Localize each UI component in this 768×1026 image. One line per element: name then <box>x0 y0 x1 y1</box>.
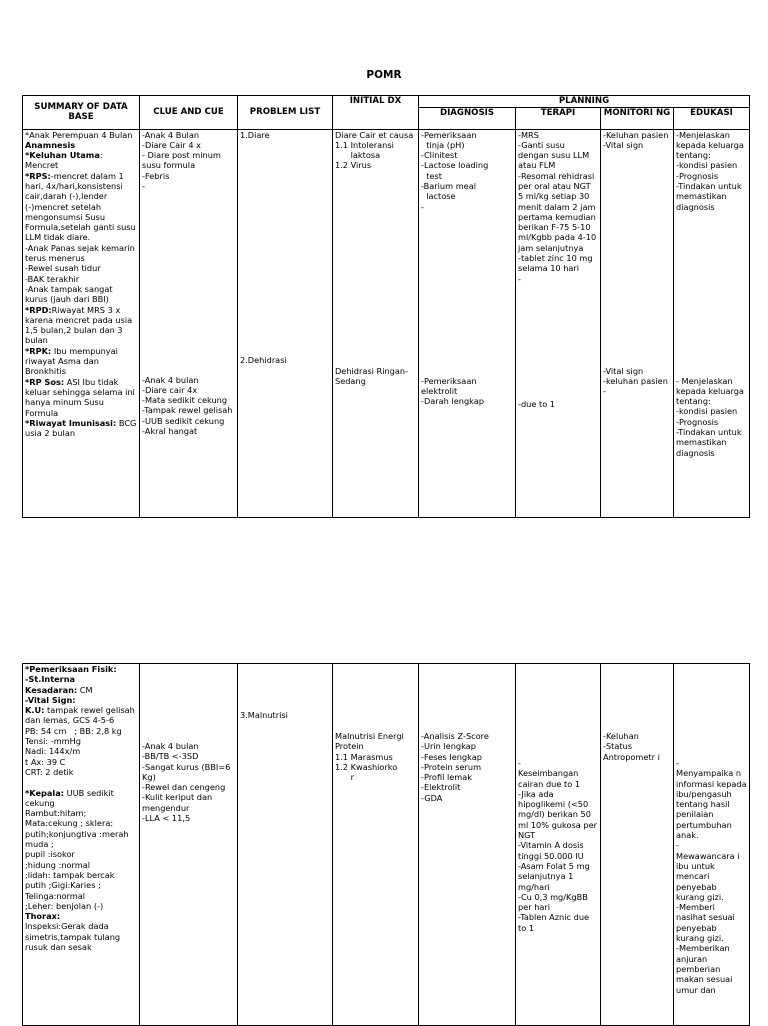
header-terapi: TERAPI <box>516 107 601 129</box>
summary-line <box>25 284 137 305</box>
edukasi-dehidrasi: - Menjelaskan kepada keluarga tentang: -kondisi pasien -Prognosis -Tindakan untuk memastikan diagnosis <box>676 375 744 458</box>
header-initial-dx: INITIAL DX <box>333 96 419 130</box>
summary-heading: K.U: <box>25 705 45 716</box>
summary-line <box>25 171 137 243</box>
edukasi-malnutrisi: - Menyampaika n informasi kepada ibu/pengasuh tentang hasil penilaian pertumbuhan anak. - Mewawancara i ibu untuk mencari penyebab kurang gizi. -Memberi nasihat sesuai penyebab kurang gizi. -Memberikan anjuran pemberian makan sesuai umur dan <box>676 758 747 995</box>
monitor-malnutrisi: -Keluhan -Status Antropometr i <box>603 731 660 762</box>
summary-heading: *Riwayat Imunisasi: <box>25 417 117 428</box>
summary-text: tampak rewel gelisah dan lemas, GCS 4-5-6 PB: 54 cm ; BB: 2,8 kg Tensi: -mmHg Nadi: 144x/m t Ax: 39 C CRT: 2 detik <box>25 705 135 777</box>
summary-heading: *RPS: <box>25 170 51 181</box>
edukasi-diare: -Menjelaskan kepada keluarga tentang: -kondisi pasien -Prognosis -Tindakan untuk memastikan diagnosis <box>676 129 744 212</box>
diag-diare: -Pemeriksaan tinja (pH) -Clinitest -Lactose loading test -Barium meal lactose - <box>421 129 489 212</box>
header-summary: SUMMARY OF DATA BASE <box>23 96 140 130</box>
initial-dx-cell <box>333 664 419 1026</box>
summary-text: BCG usia 2 bulan <box>25 417 139 439</box>
summary-line <box>25 777 137 787</box>
summary-line <box>25 788 137 912</box>
summary-line <box>25 921 137 952</box>
summary-text: UUB sedikit cekung Rambut:hitam; Mata:cekung ; sklera: putih;konjungtiva :merah muda ; pupil :isokor ;hidung :normal ;lidah: tampak bercak putih ;Gigi:Karies ; Telinga:normal ;Leher: benjolan (-) <box>25 787 129 911</box>
summary-heading: *Pemeriksaan Fisik: <box>25 664 117 674</box>
summary-line <box>25 695 137 705</box>
clue-dehidrasi: -Anak 4 bulan -Diare cair 4x -Mata sedikit cekung -Tampak rewel gelisah -UUB sedikit cekung -Akral hangat <box>142 374 233 436</box>
summary-text: -Rewel susah tidur <box>25 263 101 274</box>
dx-diare: Diare Cair et causa 1.1 Intoleransi laktosa 1.2 Virus <box>335 129 414 171</box>
summary-line <box>25 674 137 684</box>
terapi-cell <box>516 664 601 1026</box>
header-planning: PLANNING <box>419 96 750 108</box>
clue-malnutrisi: -Anak 4 bulan -BB/TB <-3SD -Sangat kurus (BBI=6 Kg) -Rewel dan cengeng -Kulit keriput dan mengendur -LLA < 11,5 <box>142 741 231 824</box>
summary-text: Inspeksi:Gerak dada simetris,tampak tulang rusuk dan sesak <box>25 921 123 953</box>
summary-cell <box>23 664 140 1026</box>
summary-text: ASI Ibu tidak keluar sehingga selama ini hanya minum Susu Formula <box>25 376 138 418</box>
monitoring-cell <box>601 664 674 1026</box>
summary-line <box>25 130 137 140</box>
diag-dehidrasi: -Pemeriksaan elektrolit -Darah lengkap <box>421 375 484 407</box>
summary-text: *Anak Perempuan 4 Bulan <box>25 129 133 140</box>
summary-line <box>25 705 137 777</box>
edukasi-cell <box>674 129 750 517</box>
monitoring-cell <box>601 129 674 517</box>
summary-text: -Anak tampak sangat kurus (jauh dari BBI) <box>25 283 116 305</box>
summary-text: Ibu mempunyai riwayat Asma dan Bronkhitis <box>25 345 121 377</box>
terapi-malnutrisi: - Keseimbangan cairan due to 1 -Jika ada hipoglikemi (<50 mg/dl) berikan 50 ml 10% gukosa per NGT -Vitamin A dosis tinggi 50.000 IU -Asam Folat 5 mg selanjutnya 1 mg/hari -Cu 0,3 mg/KgBB per hari -Tablen Aznic due to 1 <box>518 758 597 933</box>
summary-heading: *RPD: <box>25 304 52 315</box>
diagnosis-cell <box>419 664 516 1026</box>
summary-line <box>25 377 137 418</box>
problem-dehidrasi: 2.Dehidrasi <box>240 354 287 365</box>
terapi-diare: -MRS -Ganti susu dengan susu LLM atau FLM -Resomal rehidrasi per oral atau NGT 5 ml/kg setiap 30 menit dalam 2 jam pertama kemudian berikan F-75 5-10 ml/Kgbb pada 4-10 jam selanjutnya -tablet zinc 10 mg selama 10 hari - <box>518 129 597 284</box>
summary-line <box>25 263 137 273</box>
summary-heading: *Keluhan Utama <box>25 150 100 161</box>
summary-line <box>25 274 137 284</box>
summary-content <box>25 664 137 952</box>
summary-heading: -Vital Sign: <box>25 694 76 705</box>
summary-heading: Kesadaran: <box>25 684 78 695</box>
summary-heading: Thorax: <box>25 911 61 922</box>
edukasi-cell <box>674 664 750 1026</box>
summary-line <box>25 685 137 695</box>
terapi-cell <box>516 129 601 517</box>
initial-dx-cell <box>333 129 419 517</box>
header-problem: PROBLEM LIST <box>238 96 333 130</box>
problem-malnutrisi: 3.Malnutrisi <box>240 710 288 720</box>
clue-diare: -Anak 4 Bulan -Diare Cair 4 x - Diare post minum susu formula -Febris - <box>142 129 221 191</box>
summary-text: -mencret dalam 1 hari, 4x/hari,konsistensi cair,darah (-),lender (-)mencret setelah mengonsumsi Susu Formula,setelah ganti susu LLM tidak diare. <box>25 170 139 243</box>
summary-line <box>25 346 137 377</box>
dx-malnutrisi: Malnutrisi Energi Protein 1.1 Marasmus 1.2 Kwashiorko r <box>335 731 404 783</box>
summary-heading: *Kepala: <box>25 787 65 798</box>
diag-malnutrisi: -Analisis Z-Score -Urin lengkap -Feses lengkap -Protein serum -Profil lemak -Elektrolit -GDA <box>421 731 489 803</box>
summary-line <box>25 243 137 264</box>
monitor-diare: -Keluhan pasien -Vital sign <box>603 129 669 150</box>
summary-text: : Mencret <box>25 150 106 171</box>
summary-heading: Anamnesis <box>25 139 76 150</box>
summary-text: CM <box>77 684 93 695</box>
header-edukasi: EDUKASI <box>674 107 750 129</box>
header-clue: CLUE AND CUE <box>140 96 238 130</box>
header-monitoring: MONITORI NG <box>601 107 674 129</box>
header-diagnosis: DIAGNOSIS <box>419 107 516 129</box>
summary-content <box>25 130 137 439</box>
summary-text: Riwayat MRS 3 x karena mencret pada usia 1,5 bulan,2 bulan dan 3 bulan <box>25 304 135 346</box>
pomr-table-2 <box>22 663 750 1026</box>
monitor-dehidrasi: -Vital sign -keluhan pasien - <box>603 365 668 397</box>
summary-heading: *RP Sos: <box>25 376 65 387</box>
summary-heading: -St.Interna <box>25 674 76 685</box>
summary-line <box>25 418 137 439</box>
diagnosis-cell <box>419 129 516 517</box>
clue-cell <box>140 129 238 517</box>
dx-dehidrasi: Dehidrasi Ringan-Sedang <box>335 365 409 386</box>
summary-text: -BAK terakhir <box>25 273 80 284</box>
summary-line <box>25 140 137 150</box>
problem-cell <box>238 664 333 1026</box>
problem-cell <box>238 129 333 517</box>
page-title: POMR <box>366 69 402 81</box>
summary-line <box>25 305 137 346</box>
summary-line <box>25 911 137 921</box>
summary-line <box>25 664 137 674</box>
problem-diare: 1.Diare <box>240 129 270 140</box>
terapi-dehidrasi: -due to 1 <box>518 398 556 409</box>
clue-cell <box>140 664 238 1026</box>
summary-line <box>25 150 137 171</box>
summary-cell <box>23 129 140 517</box>
summary-heading: *RPK: <box>25 345 52 356</box>
summary-text: -Anak Panas sejak kemarin terus menerus <box>25 242 138 264</box>
pomr-table-1 <box>22 95 750 518</box>
